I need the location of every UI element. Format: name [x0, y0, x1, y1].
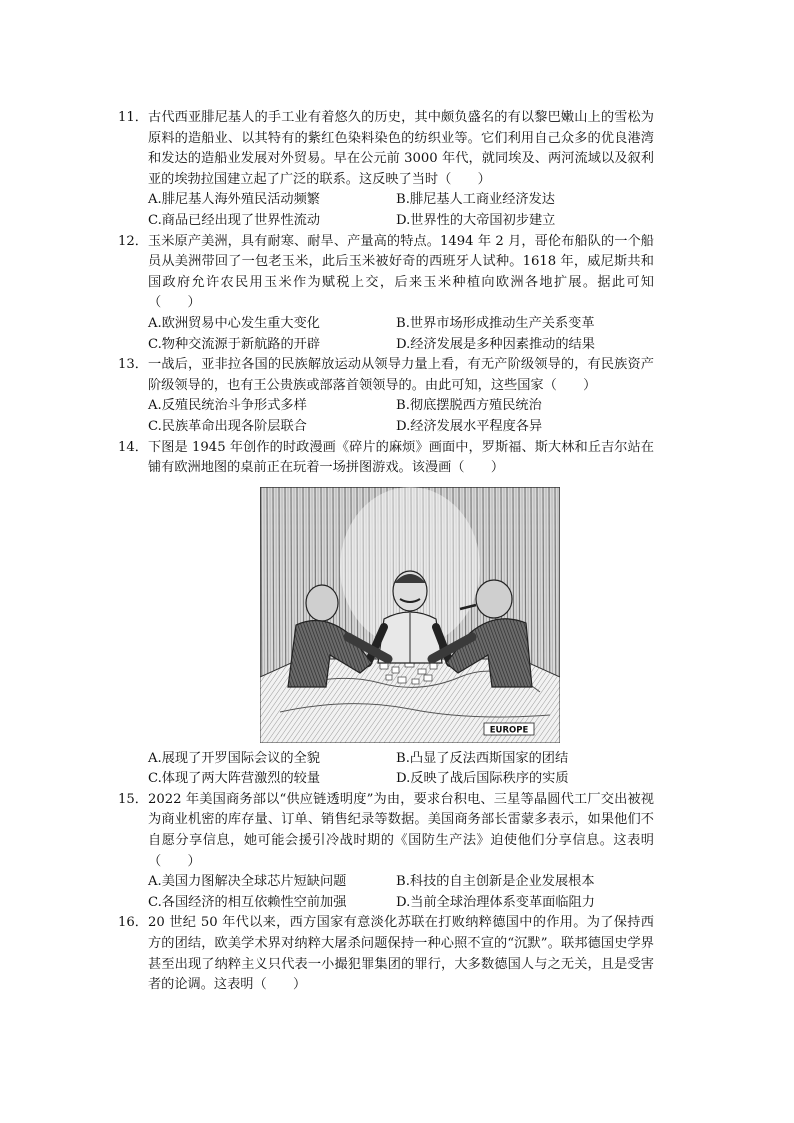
- option-d[interactable]: D.当前全球治理体系变革面临阻力: [396, 894, 595, 910]
- option-c[interactable]: C.民族革命出现各阶层联合: [148, 418, 307, 434]
- option-d[interactable]: D.经济发展水平程度各异: [396, 418, 543, 434]
- question-number: 16．: [118, 915, 148, 931]
- option-b[interactable]: B.科技的自主创新是企业发展根本: [396, 874, 595, 890]
- option-a[interactable]: A.美国力图解决全球芯片短缺问题: [148, 874, 347, 890]
- question-14: [118, 438, 654, 790]
- option-grid: [148, 749, 654, 790]
- option-b[interactable]: B.世界市场形成推动生产关系变革: [396, 315, 595, 331]
- question-stem: 2022 年美国商务部以“供应链透明度”为由，要求台积电、三星等晶圆代工厂交出被视为商业机密的库存量、订单、销售纪录等数据。美国商务部长雷蒙多表示，如果他们不自愿分享信息，她可能会援引冷战时期的《国防生产法》迫使他们分享信息。这表明（ ）: [148, 791, 654, 869]
- question-number: 14．: [118, 439, 148, 455]
- question-list: [118, 108, 654, 996]
- option-b[interactable]: B.腓尼基人工商业经济发达: [396, 192, 555, 208]
- question-number: 13．: [118, 357, 148, 373]
- option-c[interactable]: C.物种交流源于新航路的开辟: [148, 336, 321, 352]
- option-c[interactable]: C.各国经济的相互依赖性空前加强: [148, 894, 347, 910]
- question-16: [118, 913, 654, 995]
- question-11: [118, 108, 654, 232]
- question-12: [118, 232, 654, 356]
- option-grid: [148, 396, 654, 437]
- question-number: 15．: [118, 791, 148, 807]
- option-a[interactable]: A.腓尼基人海外殖民活动频繁: [148, 192, 320, 208]
- option-a[interactable]: A.欧洲贸易中心发生重大变化: [148, 315, 320, 331]
- option-d[interactable]: D.世界性的大帝国初步建立: [396, 212, 556, 228]
- option-c[interactable]: C.体现了两大阵营激烈的较量: [148, 771, 321, 787]
- option-d[interactable]: D.经济发展是多种因素推动的结果: [396, 336, 595, 352]
- question-stem: 古代西亚腓尼基人的手工业有着悠久的历史，其中颇负盛名的有以黎巴嫩山上的雪松为原料的造船业、以其特有的紫红色染料染色的纺织业等。它们利用自己众多的优良港湾和发达的造船业发展对外贸易。早在公元前 3000 年代，就同埃及、两河流域以及叙利亚的埃勃拉国建立起了广泛的联系。这反映了当时（ ）: [148, 110, 654, 187]
- option-a[interactable]: A.反殖民统治斗争形式多样: [148, 398, 307, 414]
- cartoon-illustration: [260, 487, 560, 743]
- question-13: [118, 355, 654, 437]
- option-grid: [148, 314, 654, 355]
- option-grid: [148, 872, 654, 913]
- question-stem: 一战后，亚非拉各国的民族解放运动从领导力量上看，有无产阶级领导的，有民族资产阶级领导的，也有王公贵族或部落首领领导的。由此可知，这些国家（ ）: [148, 357, 654, 393]
- option-a[interactable]: A.展现了开罗国际会议的全貌: [148, 750, 320, 766]
- option-b[interactable]: B.彻底摆脱西方殖民统治: [396, 398, 542, 414]
- question-stem: 20 世纪 50 年代以来，西方国家有意淡化苏联在打败纳粹德国中的作用。为了保持西方的团结，欧美学术界对纳粹大屠杀问题保持一种心照不宣的“沉默”。联邦德国史学界甚至出现了纳粹主义只代表一小撮犯罪集团的罪行，大多数德国人与之无关，且是受害者的论调。这表明（ ）: [148, 915, 654, 993]
- question-number: 11．: [118, 110, 148, 125]
- question-stem: 下图是 1945 年创作的时政漫画《碎片的麻烦》画面中，罗斯福、斯大林和丘吉尔站在铺有欧洲地图的桌前正在玩着一场拼图游戏。该漫画（ ）: [148, 439, 654, 476]
- option-d[interactable]: D.反映了战后国际秩序的实质: [396, 771, 569, 787]
- question-number: 12．: [118, 233, 148, 249]
- question-stem: 玉米原产美洲，具有耐寒、耐旱、产量高的特点。1494 年 2 月，哥伦布船队的一个船员从美洲带回了一包老玉米，此后玉米被好奇的西班牙人试种。1618 年，威尼斯共和国政府允许农民用玉米作为赋税上交，后来玉米种植向欧洲各地扩展。据此可知（ ）: [148, 233, 654, 311]
- option-grid: [148, 190, 654, 231]
- question-15: [118, 790, 654, 914]
- map-label: EUROPE: [489, 725, 529, 736]
- option-c[interactable]: C.商品已经出现了世界性流动: [148, 212, 321, 228]
- option-b[interactable]: B.凸显了反法西斯国家的团结: [396, 750, 569, 766]
